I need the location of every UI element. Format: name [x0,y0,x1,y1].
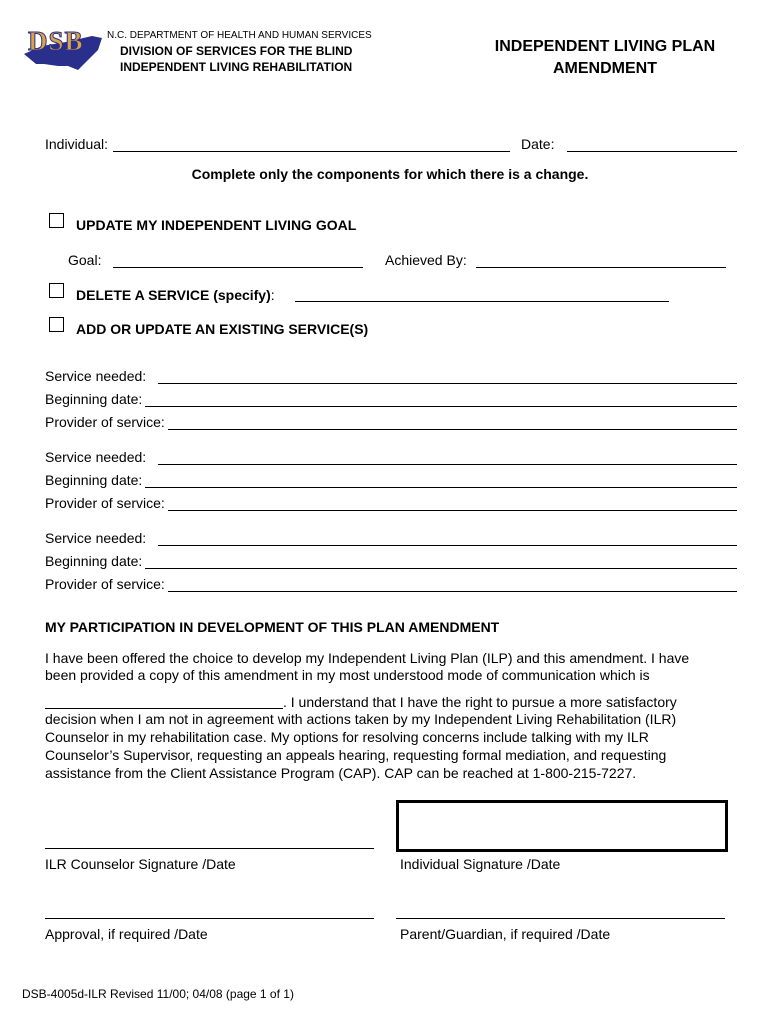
service-needed-label: Service needed: [45,530,147,546]
approval-signature-label: Approval, if required /Date [45,926,208,942]
guardian-signature-field[interactable] [396,918,725,919]
delete-service-field[interactable] [295,301,669,302]
beginning-date-field[interactable] [145,487,737,488]
provider-field[interactable] [168,591,737,592]
program-name: INDEPENDENT LIVING REHABILITATION [120,60,353,74]
update-goal-checkbox[interactable] [49,213,64,228]
participation-line: Counselor’s Supervisor, requesting an appeals hearing, requesting formal mediation, and requesting [45,747,667,763]
individual-signature-label: Individual Signature /Date [400,856,561,872]
provider-label: Provider of service: [45,576,165,592]
participation-line: Counselor in my rehabilitation case. My options for resolving concerns include talking with my ILR [45,729,649,745]
individual-signature-box[interactable] [396,800,728,852]
add-service-heading: ADD OR UPDATE AN EXISTING SERVICE(S) [76,321,369,337]
dsb-logo [22,24,104,74]
guardian-signature-label: Parent/Guardian, if required /Date [400,926,611,942]
instruction-text: Complete only the components for which there is a change. [191,166,589,182]
delete-service-heading [76,287,275,303]
counselor-signature-field[interactable] [45,848,374,849]
participation-heading: MY PARTICIPATION IN DEVELOPMENT OF THIS PLAN AMENDMENT [45,619,500,635]
goal-field[interactable] [113,267,363,268]
achieved-by-label: Achieved By: [385,252,467,268]
specify-colon: : [270,287,275,303]
beginning-date-field[interactable] [145,406,737,407]
delete-service-label: DELETE A SERVICE [76,287,210,303]
provider-label: Provider of service: [45,495,165,511]
beginning-date-field[interactable] [145,568,737,569]
service-needed-label: Service needed: [45,449,147,465]
form-footer: DSB-4005d-ILR Revised 11/00; 04/08 (page 1 of 1) [22,987,294,1001]
beginning-date-label: Beginning date: [45,391,143,407]
logo-text: DSB [28,26,84,56]
communication-mode-field[interactable] [45,708,283,709]
division-name: DIVISION OF SERVICES FOR THE BLIND [120,44,353,58]
beginning-date-label: Beginning date: [45,553,143,569]
date-label: Date: [521,136,555,152]
form-title-line2: AMENDMENT [553,60,657,77]
service-needed-field[interactable] [158,464,737,465]
individual-label: Individual: [45,136,109,152]
form-title-line1: INDEPENDENT LIVING PLAN [494,38,716,55]
beginning-date-label: Beginning date: [45,472,143,488]
achieved-by-field[interactable] [476,267,726,268]
service-needed-field[interactable] [158,383,737,384]
approval-signature-field[interactable] [45,918,374,919]
participation-line: decision when I am not in agreement with actions taken by my Independent Living Rehabilitation (ILR) [45,711,677,727]
specify-label: (specify) [213,287,271,303]
service-needed-field[interactable] [158,545,737,546]
participation-line: . I understand that I have the right to pursue a more satisfactory [283,694,677,710]
participation-line: assistance from the Client Assistance Program (CAP). CAP can be reached at 1-800-215-7227. [45,765,637,781]
provider-field[interactable] [168,429,737,430]
individual-field[interactable] [113,151,510,152]
provider-label: Provider of service: [45,414,165,430]
participation-line: been provided a copy of this amendment in my most understood mode of communication which is [45,667,650,683]
form-title [460,36,750,80]
date-field[interactable] [567,151,737,152]
add-service-checkbox[interactable] [49,317,64,332]
provider-field[interactable] [168,510,737,511]
counselor-signature-label: ILR Counselor Signature /Date [45,856,236,872]
dept-name: N.C. DEPARTMENT OF HEALTH AND HUMAN SERVICES [107,30,372,41]
delete-service-checkbox[interactable] [49,283,64,298]
service-needed-label: Service needed: [45,368,147,384]
participation-line: I have been offered the choice to develop my Independent Living Plan (ILP) and this amendment. I have [45,650,690,666]
update-goal-heading: UPDATE MY INDEPENDENT LIVING GOAL [76,217,357,233]
goal-label: Goal: [68,252,102,268]
